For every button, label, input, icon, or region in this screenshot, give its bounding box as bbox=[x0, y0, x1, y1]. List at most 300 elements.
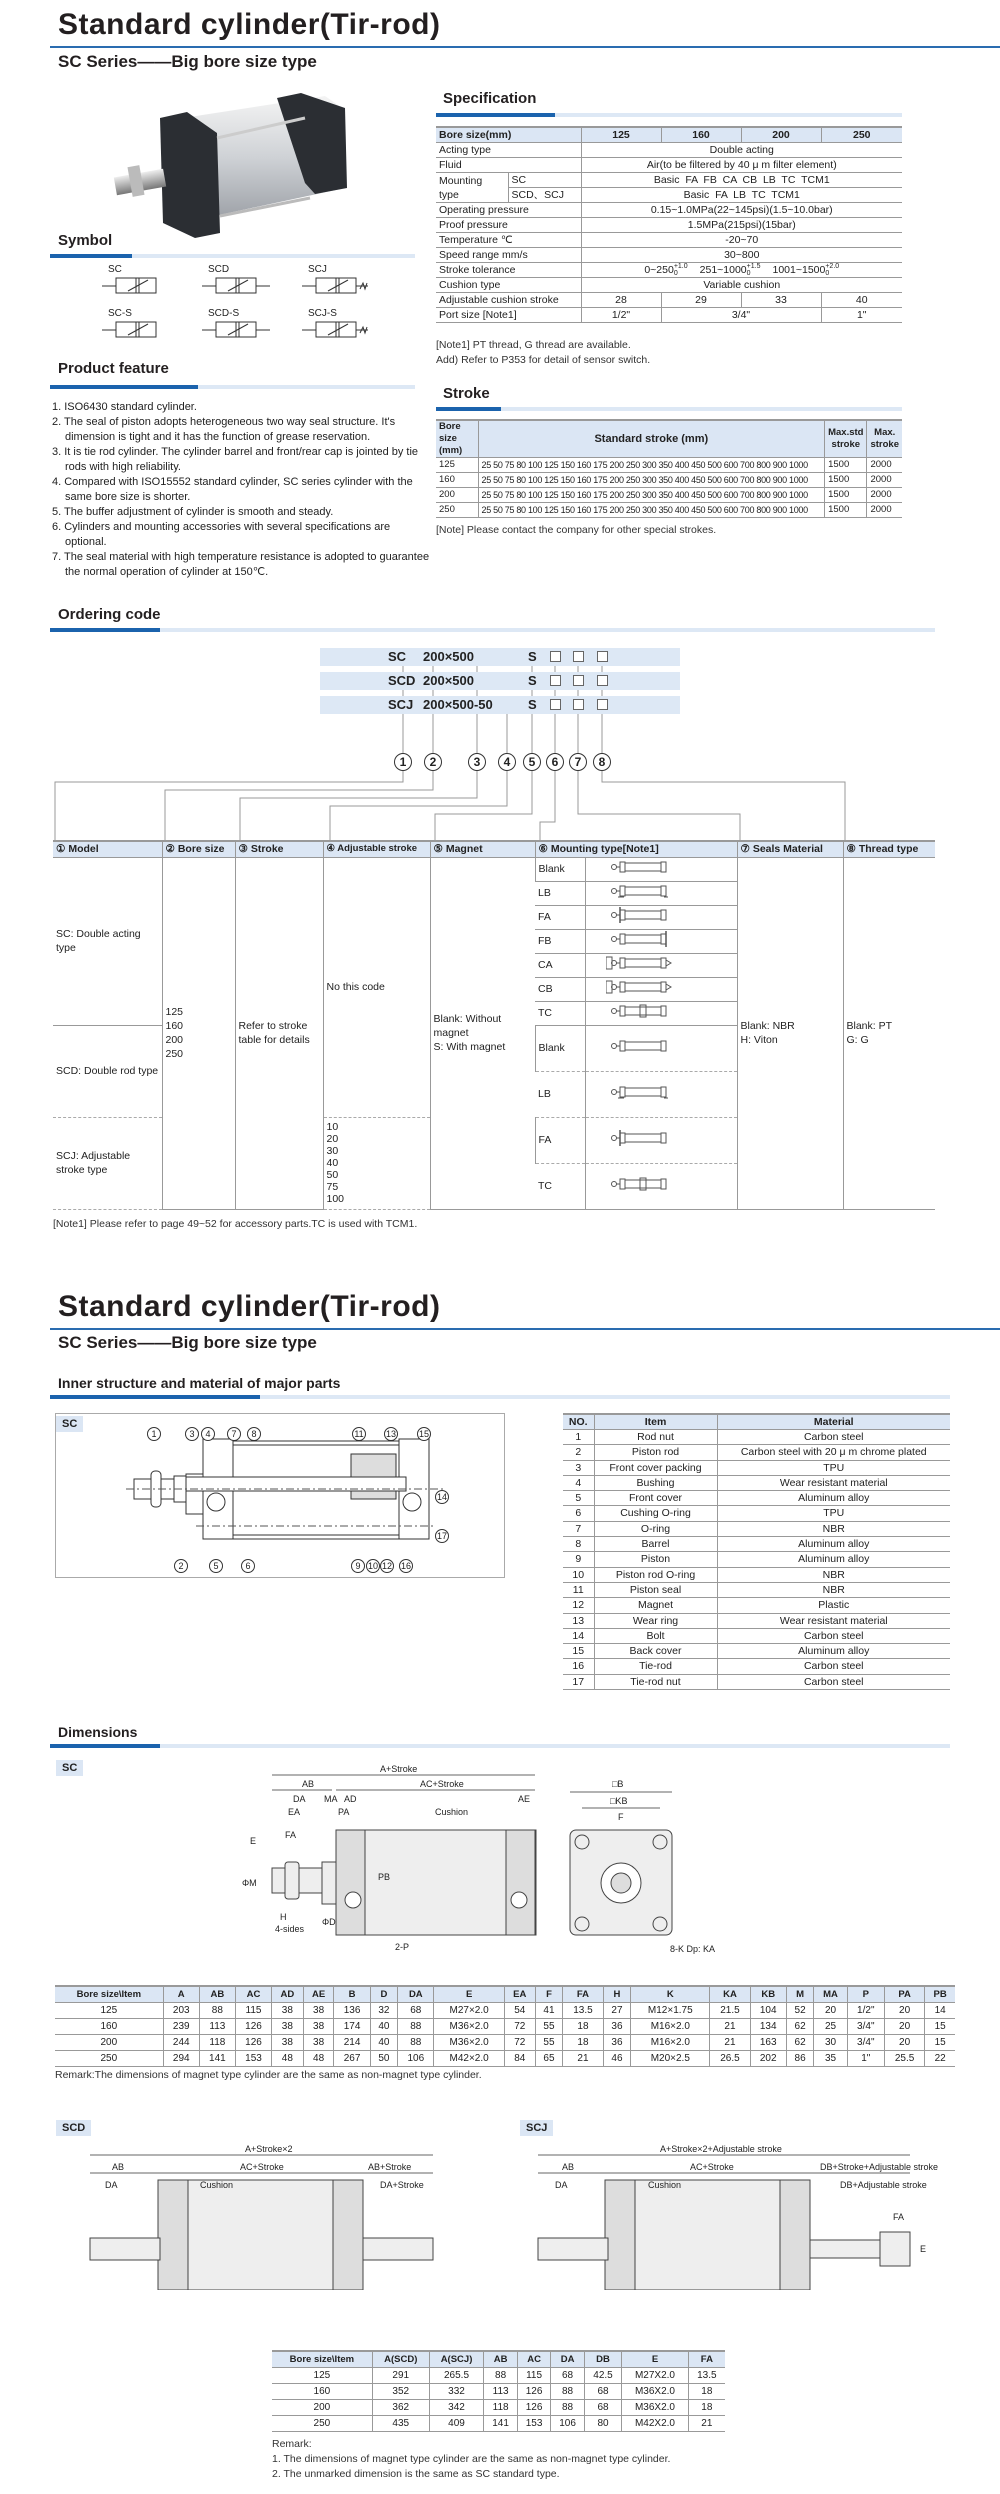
dimensions-cell: 1" bbox=[847, 2051, 884, 2067]
scd-scj-drawings bbox=[50, 2140, 1000, 2290]
stroke-cell: 25 50 75 80 100 125 150 160 175 200 250 300 350 400 450 500 600 700 800 900 1000 bbox=[478, 458, 825, 473]
feature-item: 2. The seal of piston adopts heterogeneous two way seal structure. It's dimension is tight and it has the function of grease reservation. bbox=[52, 416, 396, 443]
dimensions-cell: M42×2.0 bbox=[434, 2051, 504, 2067]
scd-scj-dimensions-table bbox=[272, 2350, 725, 2432]
dimensions-cell: 30 bbox=[814, 2035, 847, 2051]
spec-row: SCD、SCJ Basic FA LB TC TCM1 bbox=[436, 188, 902, 203]
dimensions-header-cell: F bbox=[535, 1986, 563, 2003]
dimensions-cell: 214 bbox=[334, 2035, 370, 2051]
cylinder-symbol-icon bbox=[100, 319, 170, 344]
code-option-box bbox=[550, 651, 561, 662]
spec-row: Port size [Note1] 1/2" 3/4" 1" bbox=[436, 308, 902, 323]
dimensions-cell: 294 bbox=[163, 2051, 199, 2067]
dimensions-cell: 72 bbox=[504, 2019, 535, 2035]
material-cell: 14 bbox=[563, 1628, 594, 1643]
dimensions-cell: 20 bbox=[884, 2035, 924, 2051]
code-position-6: 6 bbox=[546, 753, 564, 771]
dimensions-cell: 88 bbox=[398, 2035, 434, 2051]
svg-text:AE: AE bbox=[518, 1794, 531, 1804]
dimensions2-cell: M42X2.0 bbox=[622, 2416, 689, 2432]
dimensions2-cell: 352 bbox=[372, 2384, 429, 2400]
stroke-cell: 25 50 75 80 100 125 150 160 175 200 250 300 350 400 450 500 600 700 800 900 1000 bbox=[478, 473, 825, 488]
dimensions-cell: 203 bbox=[163, 2003, 199, 2019]
dimensions-cell: 27 bbox=[603, 2003, 631, 2019]
material-header-row: NO. Item Material bbox=[563, 1414, 950, 1430]
material-cell: Barrel bbox=[594, 1537, 717, 1552]
dimensions-heading: Dimensions bbox=[58, 1724, 138, 1740]
material-cell: Tie-rod nut bbox=[594, 1674, 717, 1689]
mounting-lb-icon bbox=[585, 881, 737, 905]
material-row bbox=[563, 1445, 950, 1460]
title-divider bbox=[50, 46, 1000, 48]
section-bar bbox=[50, 385, 415, 389]
dimensions2-header-cell: FA bbox=[688, 2351, 725, 2368]
dimensions-cell: 55 bbox=[535, 2035, 563, 2051]
dimensions2-header-cell: DB bbox=[584, 2351, 621, 2368]
material-table bbox=[563, 1413, 950, 1690]
dimensions-cell: 174 bbox=[334, 2019, 370, 2035]
dimensions-cell: 38 bbox=[303, 2035, 334, 2051]
code-option-box bbox=[597, 675, 608, 686]
mounting-fb-icon bbox=[585, 929, 737, 953]
material-cell: Wear ring bbox=[594, 1613, 717, 1628]
dimensions-cell: 202 bbox=[750, 2051, 786, 2067]
cylinder-symbol-icon bbox=[300, 275, 370, 300]
material-row bbox=[563, 1644, 950, 1659]
svg-text:MA: MA bbox=[324, 1794, 338, 1804]
dimensions2-cell: 68 bbox=[551, 2368, 584, 2384]
dimensions-cell: 115 bbox=[235, 2003, 271, 2019]
stroke-row bbox=[436, 503, 902, 518]
material-cell: NBR bbox=[717, 1582, 950, 1597]
dimensions-cell: 35 bbox=[814, 2051, 847, 2067]
page-subtitle: SC Series——Big bore size type bbox=[58, 52, 317, 71]
svg-text:DA: DA bbox=[105, 2180, 118, 2190]
mounting-cb-icon bbox=[585, 977, 737, 1001]
svg-text:AC+Stroke: AC+Stroke bbox=[240, 2162, 284, 2172]
material-cell: Front cover bbox=[594, 1491, 717, 1506]
material-cell: NBR bbox=[717, 1521, 950, 1536]
dimensions-cell: 38 bbox=[303, 2003, 334, 2019]
svg-text:AB: AB bbox=[562, 2162, 575, 2172]
dimensions-cell: 36 bbox=[603, 2019, 631, 2035]
material-cell: 10 bbox=[563, 1567, 594, 1582]
dimensions-cell: 68 bbox=[398, 2003, 434, 2019]
code-position-4: 4 bbox=[498, 753, 516, 771]
svg-text:PA: PA bbox=[338, 1807, 350, 1817]
code-position-2: 2 bbox=[424, 753, 442, 771]
stroke-info: Refer to stroke table for details bbox=[235, 857, 323, 1209]
structure-diagram bbox=[55, 1413, 505, 1578]
spec-row: Cushion type Variable cushion bbox=[436, 278, 902, 293]
dimensions-cell: M36×2.0 bbox=[434, 2035, 504, 2051]
material-cell: Tie-rod bbox=[594, 1659, 717, 1674]
ordering-row bbox=[53, 857, 935, 881]
material-cell: Carbon steel bbox=[717, 1628, 950, 1643]
product-photo bbox=[105, 88, 355, 238]
stroke-cell: 200 bbox=[436, 488, 478, 503]
dimensions2-cell: 141 bbox=[484, 2416, 517, 2432]
stroke-cell: 125 bbox=[436, 458, 478, 473]
material-cell: Piston rod O-ring bbox=[594, 1567, 717, 1582]
svg-text:AB: AB bbox=[302, 1779, 315, 1789]
dimensions2-cell: 115 bbox=[517, 2368, 550, 2384]
dimensions2-cell: 68 bbox=[584, 2384, 621, 2400]
tolerance-part: 251~1000+1.5 0 bbox=[699, 263, 761, 278]
dimensions2-cell: 42.5 bbox=[584, 2368, 621, 2384]
part-callout-12: 12 bbox=[381, 1561, 392, 1571]
spec-row: Acting type Double acting bbox=[436, 143, 902, 158]
dimensions-cell: 136 bbox=[334, 2003, 370, 2019]
dimensions-cell: 48 bbox=[303, 2051, 334, 2067]
dimensions2-cell: 409 bbox=[429, 2416, 484, 2432]
dimensions2-remarks: Remark: 1. The dimensions of magnet type cylinder are the same as non-magnet type cylinder. 2. The unmarked dimension is the same as SC standard type. bbox=[272, 2438, 671, 2480]
dimensions-cell: 21.5 bbox=[710, 2003, 750, 2019]
dimensions-header-cell: M bbox=[786, 1986, 814, 2003]
dimensions-cell: M12×1.75 bbox=[631, 2003, 710, 2019]
code-magnet: S bbox=[528, 673, 537, 688]
dimensions-cell: 125 bbox=[55, 2003, 163, 2019]
dimensions-cell: 250 bbox=[55, 2051, 163, 2067]
dimensions-header-cell: AE bbox=[303, 1986, 334, 2003]
dimensions2-cell: 435 bbox=[372, 2416, 429, 2432]
svg-text:E: E bbox=[250, 1836, 257, 1846]
symbol-label: SC bbox=[108, 264, 122, 275]
material-cell: NBR bbox=[717, 1567, 950, 1582]
dimensions2-cell: 80 bbox=[584, 2416, 621, 2432]
ordering-heading: Ordering code bbox=[58, 606, 161, 623]
mounting-lb-icon bbox=[585, 1071, 737, 1117]
material-cell: Piston bbox=[594, 1552, 717, 1567]
material-row bbox=[563, 1674, 950, 1689]
code-size: 200×500-50 bbox=[423, 697, 493, 712]
code-option-box bbox=[573, 675, 584, 686]
stroke-cell: 250 bbox=[436, 503, 478, 518]
dimensions2-row bbox=[272, 2368, 725, 2384]
dimensions-cell: 18 bbox=[563, 2035, 603, 2051]
svg-text:□B: □B bbox=[612, 1779, 624, 1789]
dimensions-cell: 88 bbox=[199, 2003, 235, 2019]
dimensions-cell: 26.5 bbox=[710, 2051, 750, 2067]
dimensions-cell: 106 bbox=[398, 2051, 434, 2067]
dimensions2-cell: 126 bbox=[517, 2400, 550, 2416]
mounting-code: FB bbox=[535, 929, 585, 953]
dimensions-cell: 46 bbox=[603, 2051, 631, 2067]
dimensions-cell: 55 bbox=[535, 2019, 563, 2035]
dimensions-row bbox=[55, 2051, 955, 2067]
ordering-header-row: ① Model ② Bore size ③ Stroke ④ Adjustable stroke ⑤ Magnet ⑥ Mounting type[Note1] ⑦ Seals Material ⑧ Thread type bbox=[53, 841, 935, 857]
mounting-code: FA bbox=[535, 905, 585, 929]
code-size: 200×500 bbox=[423, 649, 474, 664]
dimensions2-cell: 342 bbox=[429, 2400, 484, 2416]
part-callout-6: 6 bbox=[241, 1559, 255, 1573]
dimensions-header-cell: B bbox=[334, 1986, 370, 2003]
symbol-sc-s bbox=[100, 308, 170, 344]
dimensions2-cell: 68 bbox=[584, 2400, 621, 2416]
dimensions-cell: 62 bbox=[786, 2019, 814, 2035]
code-option-box bbox=[573, 651, 584, 662]
svg-text:A+Stroke×2: A+Stroke×2 bbox=[245, 2144, 293, 2154]
order-code-scj bbox=[320, 696, 680, 714]
thread-options: Blank: PT G: G bbox=[843, 857, 935, 1209]
mounting-code: TC bbox=[535, 1001, 585, 1025]
dimensions-cell: 62 bbox=[786, 2035, 814, 2051]
material-cell: 16 bbox=[563, 1659, 594, 1674]
dimensions2-cell: 13.5 bbox=[688, 2368, 725, 2384]
feature-item: 1. ISO6430 standard cylinder. bbox=[52, 401, 197, 413]
code-size: 200×500 bbox=[423, 673, 474, 688]
dimensions-header-cell: FA bbox=[563, 1986, 603, 2003]
page-title-2: Standard cylinder(Tir-rod) bbox=[58, 1290, 441, 1323]
mounting-blank-icon bbox=[585, 1025, 737, 1071]
feature-item: 5. The buffer adjustment of cylinder is smooth and steady. bbox=[52, 506, 334, 518]
bore-sizes: 125 160 200 250 bbox=[162, 857, 235, 1209]
dimensions-cell: 20 bbox=[814, 2003, 847, 2019]
stroke-cell: 1500 bbox=[825, 488, 867, 503]
dimensions-cell: 153 bbox=[235, 2051, 271, 2067]
cylinder-symbol-icon bbox=[100, 275, 170, 300]
dimensions-cell: 84 bbox=[504, 2051, 535, 2067]
dimensions-row bbox=[55, 2019, 955, 2035]
svg-text:AB: AB bbox=[112, 2162, 125, 2172]
material-row bbox=[563, 1491, 950, 1506]
tolerance-part: 1001~1500+2.0 0 bbox=[772, 263, 840, 278]
code-position-1: 1 bbox=[394, 753, 412, 771]
code-position-5: 5 bbox=[523, 753, 541, 771]
material-cell: Carbon steel bbox=[717, 1659, 950, 1674]
dimensions-cell: 104 bbox=[750, 2003, 786, 2019]
material-cell: 8 bbox=[563, 1537, 594, 1552]
part-callout-14: 14 bbox=[436, 1492, 447, 1502]
spec-header-row: Bore size(mm) 125 160 200 250 bbox=[436, 127, 902, 143]
dimensions-cell: 25 bbox=[814, 2019, 847, 2035]
dimensions2-cell: 125 bbox=[272, 2368, 372, 2384]
dimensions-header-cell: KB bbox=[750, 1986, 786, 2003]
dimensions-cell: 52 bbox=[786, 2003, 814, 2019]
material-cell: 7 bbox=[563, 1521, 594, 1536]
dimensions2-header-cell: A(SCJ) bbox=[429, 2351, 484, 2368]
dimensions-row bbox=[55, 2003, 955, 2019]
material-row bbox=[563, 1537, 950, 1552]
symbol-label: SCJ bbox=[308, 264, 327, 275]
scd-label: SCD bbox=[56, 2120, 91, 2136]
dimensions-cell: 113 bbox=[199, 2019, 235, 2035]
dimensions-cell: 38 bbox=[272, 2019, 304, 2035]
dimensions-cell: 72 bbox=[504, 2035, 535, 2051]
dimensions-header-cell: A bbox=[163, 1986, 199, 2003]
dimensions-cell: 200 bbox=[55, 2035, 163, 2051]
stroke-cell: 2000 bbox=[867, 458, 902, 473]
spec-note: [Note1] PT thread, G thread are available. bbox=[436, 339, 631, 351]
svg-text:FA: FA bbox=[893, 2212, 905, 2222]
code-option-box bbox=[550, 675, 561, 686]
symbol-grid bbox=[100, 264, 360, 354]
dimensions-cell: 25.5 bbox=[884, 2051, 924, 2067]
page-subtitle-2: SC Series——Big bore size type bbox=[58, 1333, 317, 1352]
stroke-cell: 1500 bbox=[825, 458, 867, 473]
dimensions2-cell: 113 bbox=[484, 2384, 517, 2400]
dimensions-header-cell: PB bbox=[925, 1986, 955, 2003]
mounting-code: TC bbox=[535, 1163, 585, 1209]
dimensions2-cell: 160 bbox=[272, 2384, 372, 2400]
model-scj: SCJ: Adjustable stroke type bbox=[53, 1117, 162, 1209]
dimensions-row bbox=[55, 2035, 955, 2051]
svg-text:AD: AD bbox=[344, 1794, 357, 1804]
dimensions2-header-cell: A(SCD) bbox=[372, 2351, 429, 2368]
symbol-label: SCD-S bbox=[208, 308, 240, 319]
section-bar bbox=[50, 1395, 950, 1399]
stroke-cell: 160 bbox=[436, 473, 478, 488]
part-callout-15: 15 bbox=[418, 1429, 429, 1439]
dimensions2-cell: 153 bbox=[517, 2416, 550, 2432]
dimensions-header-cell: H bbox=[603, 1986, 631, 2003]
material-cell: 5 bbox=[563, 1491, 594, 1506]
symbol-sc bbox=[100, 264, 170, 300]
material-cell: 15 bbox=[563, 1644, 594, 1659]
symbol-label: SC-S bbox=[108, 308, 132, 319]
material-cell: 4 bbox=[563, 1475, 594, 1490]
spec-table bbox=[436, 126, 902, 323]
stroke-note: [Note] Please contact the company for other special strokes. bbox=[436, 524, 717, 536]
material-cell: 6 bbox=[563, 1506, 594, 1521]
dimensions-cell: 118 bbox=[199, 2035, 235, 2051]
svg-text:DB+Adjustable stroke: DB+Adjustable stroke bbox=[840, 2180, 927, 2190]
mounting-code: Blank bbox=[535, 1025, 585, 1071]
svg-text:FA: FA bbox=[285, 1830, 297, 1840]
code-magnet: S bbox=[528, 649, 537, 664]
material-cell: Wear resistant material bbox=[717, 1613, 950, 1628]
dimensions-header-cell: P bbox=[847, 1986, 884, 2003]
svg-text:□KB: □KB bbox=[610, 1796, 628, 1806]
stroke-row bbox=[436, 473, 902, 488]
mounting-fa-icon bbox=[585, 1117, 737, 1163]
dimensions-cell: M16×2.0 bbox=[631, 2035, 710, 2051]
dimensions-cell: 141 bbox=[199, 2051, 235, 2067]
diagram-label: SC bbox=[56, 1416, 83, 1432]
material-cell: Aluminum alloy bbox=[717, 1644, 950, 1659]
material-cell: Magnet bbox=[594, 1598, 717, 1613]
dimensions2-cell: 18 bbox=[688, 2384, 725, 2400]
dimensions-cell: M27×2.0 bbox=[434, 2003, 504, 2019]
dimensions-header-cell: AC bbox=[235, 1986, 271, 2003]
material-cell: Bushing bbox=[594, 1475, 717, 1490]
spec-row: Adjustable cushion stroke 28 29 33 40 bbox=[436, 293, 902, 308]
mounting-tc-icon bbox=[585, 1163, 737, 1209]
stroke-row bbox=[436, 488, 902, 503]
code-model: SC bbox=[388, 649, 407, 664]
part-callout-7: 7 bbox=[227, 1427, 241, 1441]
part-callout-5: 5 bbox=[209, 1559, 223, 1573]
magnet-options: Blank: Without magnet S: With magnet bbox=[430, 857, 535, 1209]
dimensions-cell: 1/2" bbox=[847, 2003, 884, 2019]
dimensions-header-cell: DA bbox=[398, 1986, 434, 2003]
symbol-scd-s bbox=[200, 308, 270, 344]
part-callout-11: 11 bbox=[352, 1427, 366, 1441]
svg-text:Cushion: Cushion bbox=[200, 2180, 234, 2190]
svg-text:ΦM: ΦM bbox=[242, 1878, 257, 1888]
spec-notes bbox=[436, 338, 650, 368]
material-cell: Rod nut bbox=[594, 1430, 717, 1445]
material-cell: 3 bbox=[563, 1460, 594, 1475]
stroke-cell: 25 50 75 80 100 125 150 160 175 200 250 300 350 400 450 500 600 700 800 900 1000 bbox=[478, 488, 825, 503]
material-cell: Back cover bbox=[594, 1644, 717, 1659]
svg-text:2-P: 2-P bbox=[395, 1942, 410, 1952]
part-callout-16: 16 bbox=[400, 1561, 411, 1571]
stroke-cell: 2000 bbox=[867, 503, 902, 518]
mounting-blank-icon bbox=[585, 857, 737, 881]
ordering-note: [Note1] Please refer to page 49~52 for accessory parts.TC is used with TCM1. bbox=[53, 1218, 418, 1230]
dimensions-header-cell: EA bbox=[504, 1986, 535, 2003]
stroke-tolerance-value bbox=[581, 263, 902, 278]
sc-label: SC bbox=[56, 1760, 83, 1776]
section-bar bbox=[436, 407, 902, 411]
mounting-code: Blank bbox=[535, 857, 585, 881]
dimensions-cell: 126 bbox=[235, 2019, 271, 2035]
dimensions-cell: 244 bbox=[163, 2035, 199, 2051]
svg-text:H: H bbox=[280, 1912, 287, 1922]
material-row bbox=[563, 1506, 950, 1521]
dimensions2-header-row bbox=[272, 2351, 725, 2368]
part-callout-17: 17 bbox=[436, 1531, 447, 1541]
dimensions-header-cell: AB bbox=[199, 1986, 235, 2003]
material-cell: O-ring bbox=[594, 1521, 717, 1536]
dimensions-header-cell: KA bbox=[710, 1986, 750, 2003]
mounting-code: CA bbox=[535, 953, 585, 977]
dimensions2-cell: 265.5 bbox=[429, 2368, 484, 2384]
model-sc: SC: Double acting type bbox=[53, 857, 162, 1025]
dim-label: A+Stroke bbox=[380, 1764, 418, 1774]
dimensions-cell: 3/4" bbox=[847, 2019, 884, 2035]
svg-text:DA: DA bbox=[293, 1794, 306, 1804]
symbol-scj-s bbox=[300, 308, 370, 344]
part-callout-8: 8 bbox=[247, 1427, 261, 1441]
seal-options: Blank: NBR H: Viton bbox=[737, 857, 843, 1209]
dimensions2-header-cell: E bbox=[622, 2351, 689, 2368]
material-cell: Aluminum alloy bbox=[717, 1552, 950, 1567]
dimensions-header-cell: E bbox=[434, 1986, 504, 2003]
mounting-code: LB bbox=[535, 1071, 585, 1117]
svg-text:EA: EA bbox=[288, 1807, 301, 1817]
dimensions-cell: M20×2.5 bbox=[631, 2051, 710, 2067]
feature-item: 7. The seal material with high temperature resistance is adopted to guarantee the normal operation of cylinder at 150℃. bbox=[52, 551, 430, 578]
code-model: SCD bbox=[388, 673, 416, 688]
dimensions-cell: 36 bbox=[603, 2035, 631, 2051]
material-row bbox=[563, 1567, 950, 1582]
code-model: SCJ bbox=[388, 697, 414, 712]
spec-row: Proof pressure 1.5MPa(215psi)(15bar) bbox=[436, 218, 902, 233]
adjustable-values: 10 20 30 40 50 75 100 bbox=[323, 1117, 430, 1209]
svg-text:AC+Stroke: AC+Stroke bbox=[420, 1779, 464, 1789]
dimensions2-row bbox=[272, 2384, 725, 2400]
dimensions-cell: 22 bbox=[925, 2051, 955, 2067]
dimensions2-cell: 291 bbox=[372, 2368, 429, 2384]
dimensions2-cell: 250 bbox=[272, 2416, 372, 2432]
material-cell: Bolt bbox=[594, 1628, 717, 1643]
dimensions2-header-cell: AB bbox=[484, 2351, 517, 2368]
spec-row: Speed range mm/s 30~800 bbox=[436, 248, 902, 263]
cylinder-symbol-icon bbox=[200, 275, 270, 300]
mounting-code: FA bbox=[535, 1117, 585, 1163]
mounting-fa-icon bbox=[585, 905, 737, 929]
material-cell: Piston rod bbox=[594, 1445, 717, 1460]
material-cell: Aluminum alloy bbox=[717, 1491, 950, 1506]
svg-text:ΦD: ΦD bbox=[322, 1917, 336, 1927]
feature-item: 4. Compared with ISO15552 standard cylinder, SC series cylinder with the same bore size is shorter. bbox=[52, 476, 413, 503]
material-cell: 13 bbox=[563, 1613, 594, 1628]
dimensions-cell: 40 bbox=[370, 2019, 398, 2035]
feature-list bbox=[52, 400, 432, 580]
material-cell: 2 bbox=[563, 1445, 594, 1460]
